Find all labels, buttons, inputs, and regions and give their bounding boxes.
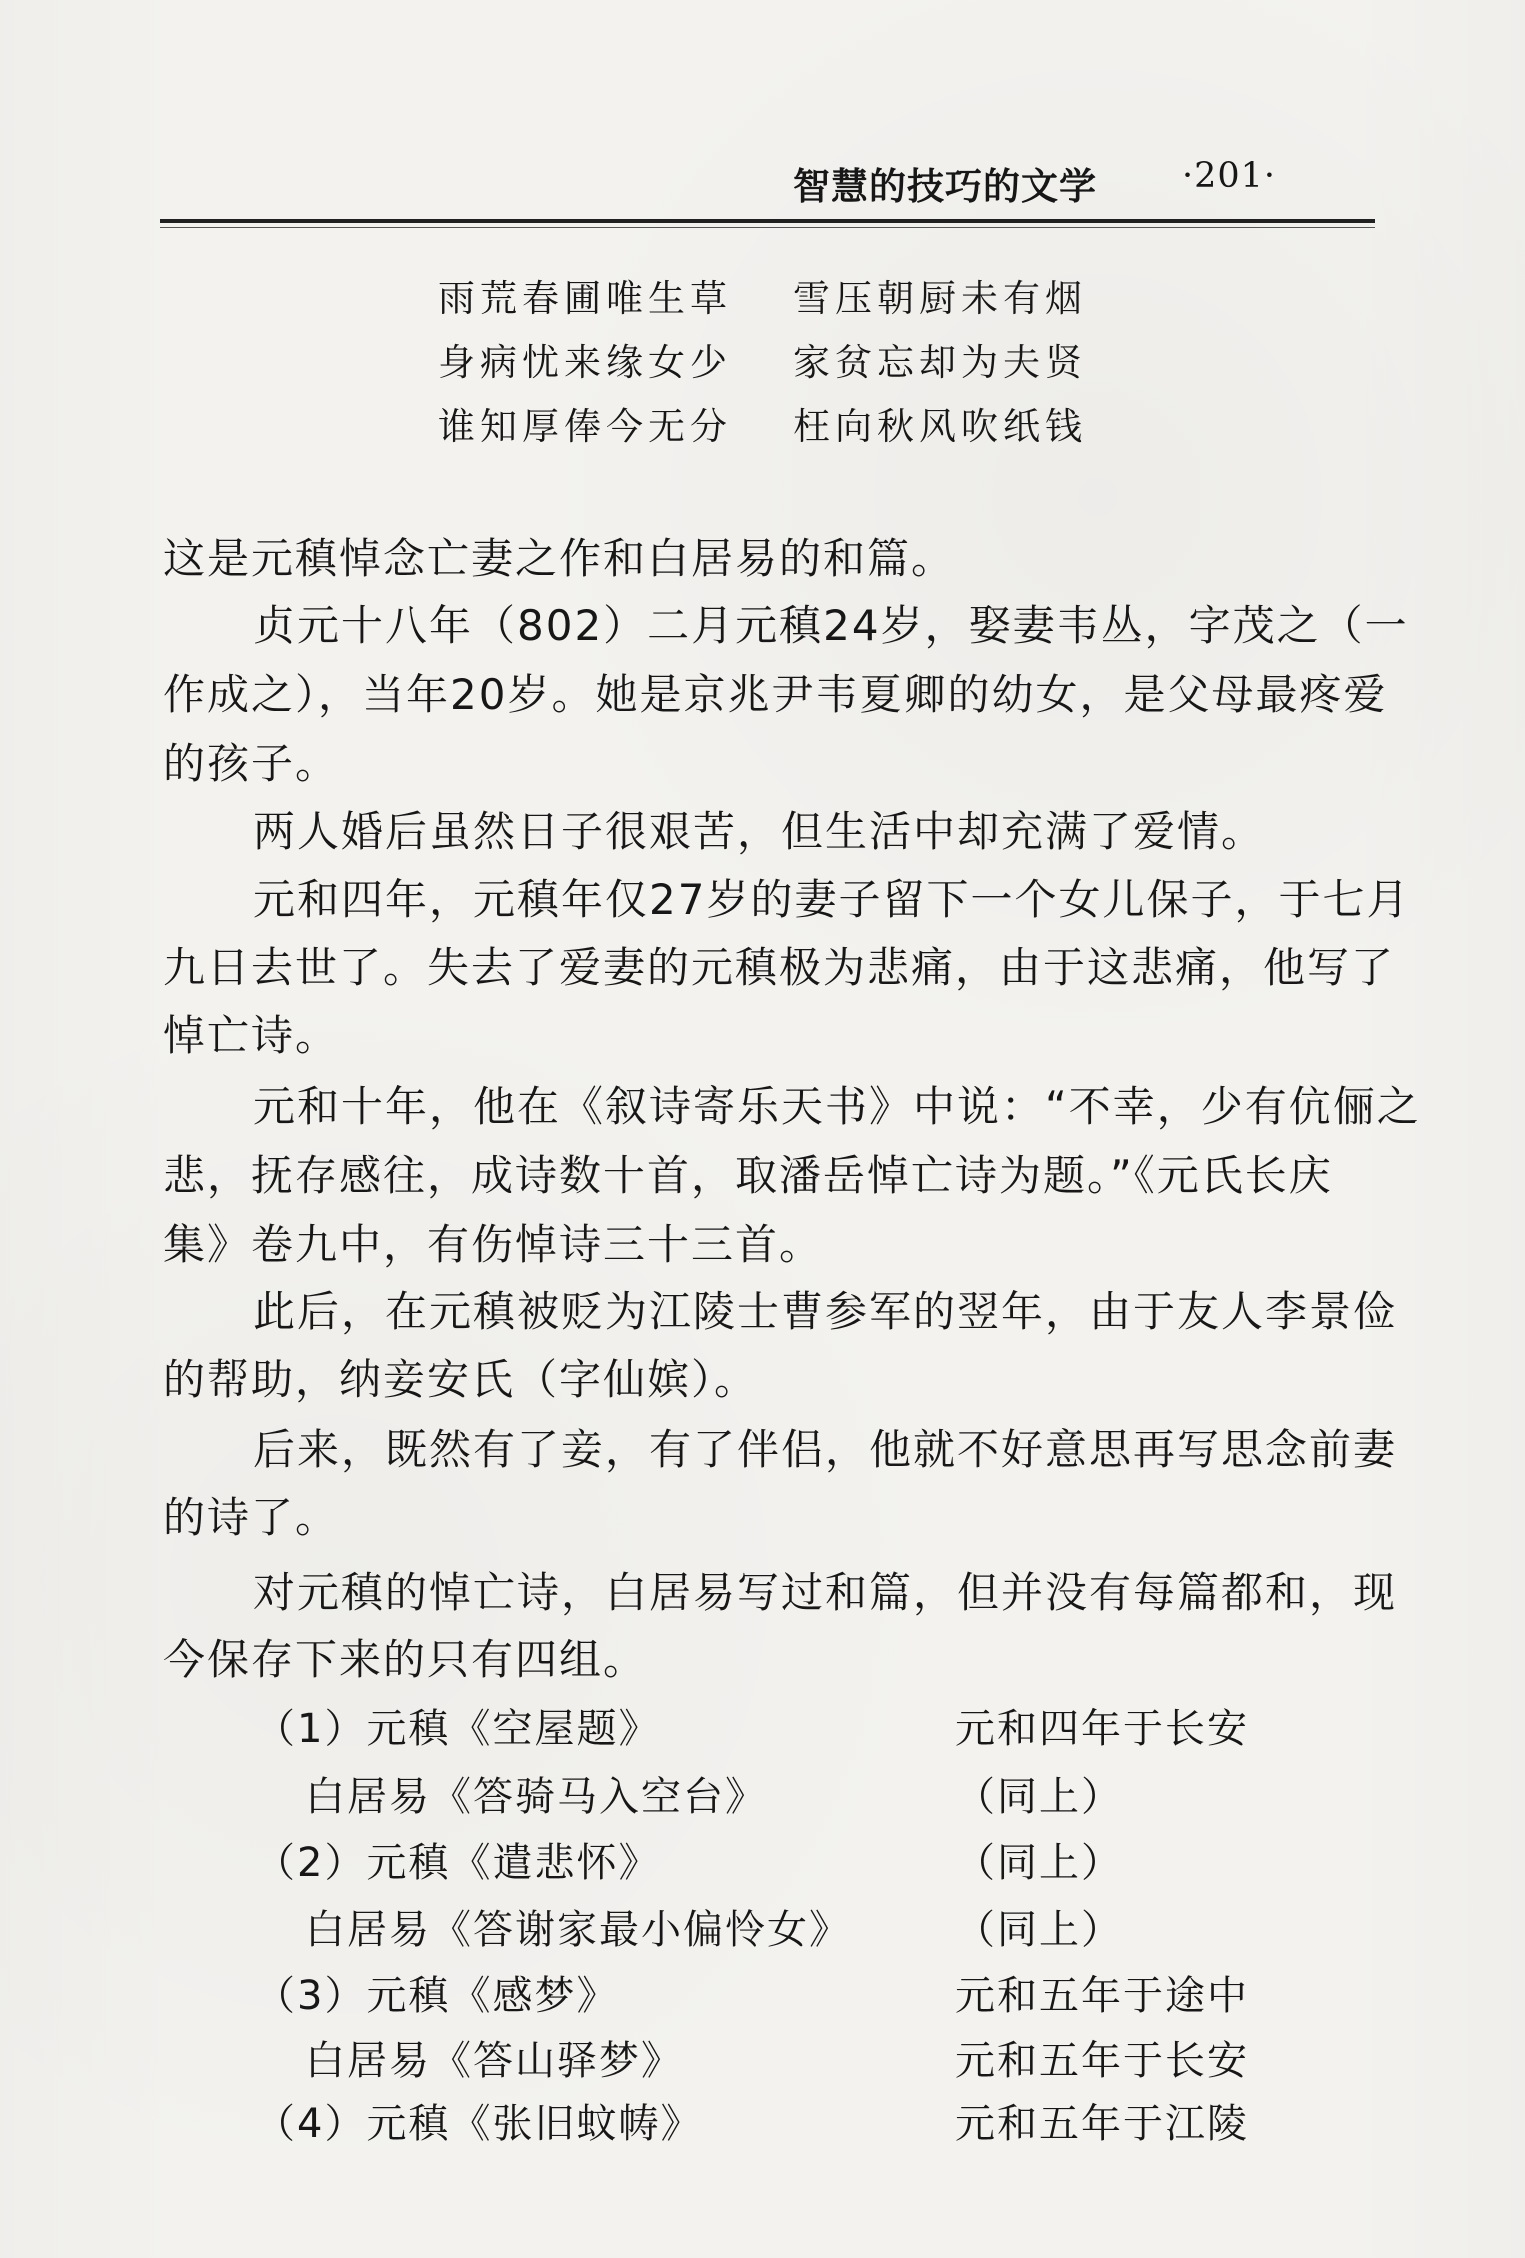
list-item-5 [255,1964,1385,2028]
body-line-7: 九日去世了。失去了爱妻的元稹极为悲痛，由于这悲痛，他写了 [163,943,1396,992]
list-item-2-date: （同上） [955,1774,1123,1820]
list-item-4-title: 白居易《答谢家最小偏怜女》 [305,1907,851,1953]
body-line-4: 的孩子。 [163,739,340,788]
body-line-5: 两人婚后虽然日子很艰苦，但生活中却充满了爱情。 [253,807,1266,856]
poem-line-3-left: 谁知厚俸今无分 [438,405,732,448]
list-item-4 [255,1898,1385,1962]
page-header [160,152,1375,208]
list-item-1-title: （1）元稹《空屋题》 [255,1706,661,1752]
list-item-5-title: （3）元稹《感梦》 [255,1973,619,2019]
poem-line-2-left: 身病忧来缘女少 [438,341,732,384]
list-item-3-date: （同上） [955,1840,1123,1886]
body-line-3: 作成之），当年20岁。她是京兆尹韦夏卿的幼女，是父母最疼爱 [163,670,1388,719]
body-line-17: 今保存下来的只有四组。 [163,1635,648,1684]
list-item-2 [255,1765,1385,1829]
list-item-7 [255,2092,1385,2156]
poem-line-1-left: 雨荒春圃唯生草 [438,277,732,320]
list-item-1-date: 元和四年于长安 [955,1706,1249,1752]
poem-line-3 [438,396,1198,452]
list-item-6 [255,2029,1385,2093]
list-item-7-date: 元和五年于江陵 [955,2101,1249,2147]
list-item-5-date: 元和五年于途中 [955,1973,1249,2019]
body-line-10: 悲，抚存感往，成诗数十首，取潘岳悼亡诗为题。”《元氏长庆 [163,1151,1333,1200]
list-item-2-title: 白居易《答骑马入空台》 [305,1774,767,1820]
body-line-15: 的诗了。 [163,1493,340,1542]
list-item-1 [255,1697,1385,1761]
body-line-13: 的帮助，纳妾安氏（字仙嫔）。 [163,1355,759,1404]
body-line-11: 集》卷九中，有伤悼诗三十三首。 [163,1220,824,1269]
body-line-6: 元和四年，元稹年仅27岁的妻子留下一个女儿保子，于七月 [253,875,1411,924]
list-item-7-title: （4）元稹《张旧蚊帱》 [255,2101,703,2147]
body-line-2: 贞元十八年（802）二月元稹24岁，娶妻韦丛，字茂之（一 [253,601,1409,650]
poem-line-2 [438,332,1198,388]
body-line-16: 对元稹的悼亡诗，白居易写过和篇，但并没有每篇都和，现 [253,1568,1398,1617]
poem-line-1-right: 雪压朝厨未有烟 [793,277,1087,320]
poem-line-1 [438,268,1198,324]
body-line-1: 这是元稹悼念亡妻之作和白居易的和篇。 [163,534,956,583]
list-item-6-title: 白居易《答山驿梦》 [305,2038,683,2084]
list-item-4-date: （同上） [955,1907,1123,1953]
list-item-3 [255,1831,1385,1895]
body-line-8: 悼亡诗。 [163,1011,340,1060]
body-line-14: 后来，既然有了妾，有了伴侣，他就不好意思再写思念前妻 [253,1425,1398,1474]
list-item-6-date: 元和五年于长安 [955,2038,1249,2084]
header-rule-thick [160,219,1375,223]
running-title: 智慧的技巧的文学 [793,165,1097,208]
body-line-12: 此后，在元稹被贬为江陵士曹参军的翌年，由于友人李景俭 [253,1287,1398,1336]
page-number: ·201· [1182,156,1277,196]
header-rule-thin [160,227,1375,228]
poem-line-3-right: 枉向秋风吹纸钱 [793,405,1087,448]
body-line-9: 元和十年，他在《叙诗寄乐天书》中说：“不幸，少有伉俪之 [253,1082,1421,1131]
poem-line-2-right: 家贫忘却为夫贤 [793,341,1087,384]
list-item-3-title: （2）元稹《遣悲怀》 [255,1840,661,1886]
